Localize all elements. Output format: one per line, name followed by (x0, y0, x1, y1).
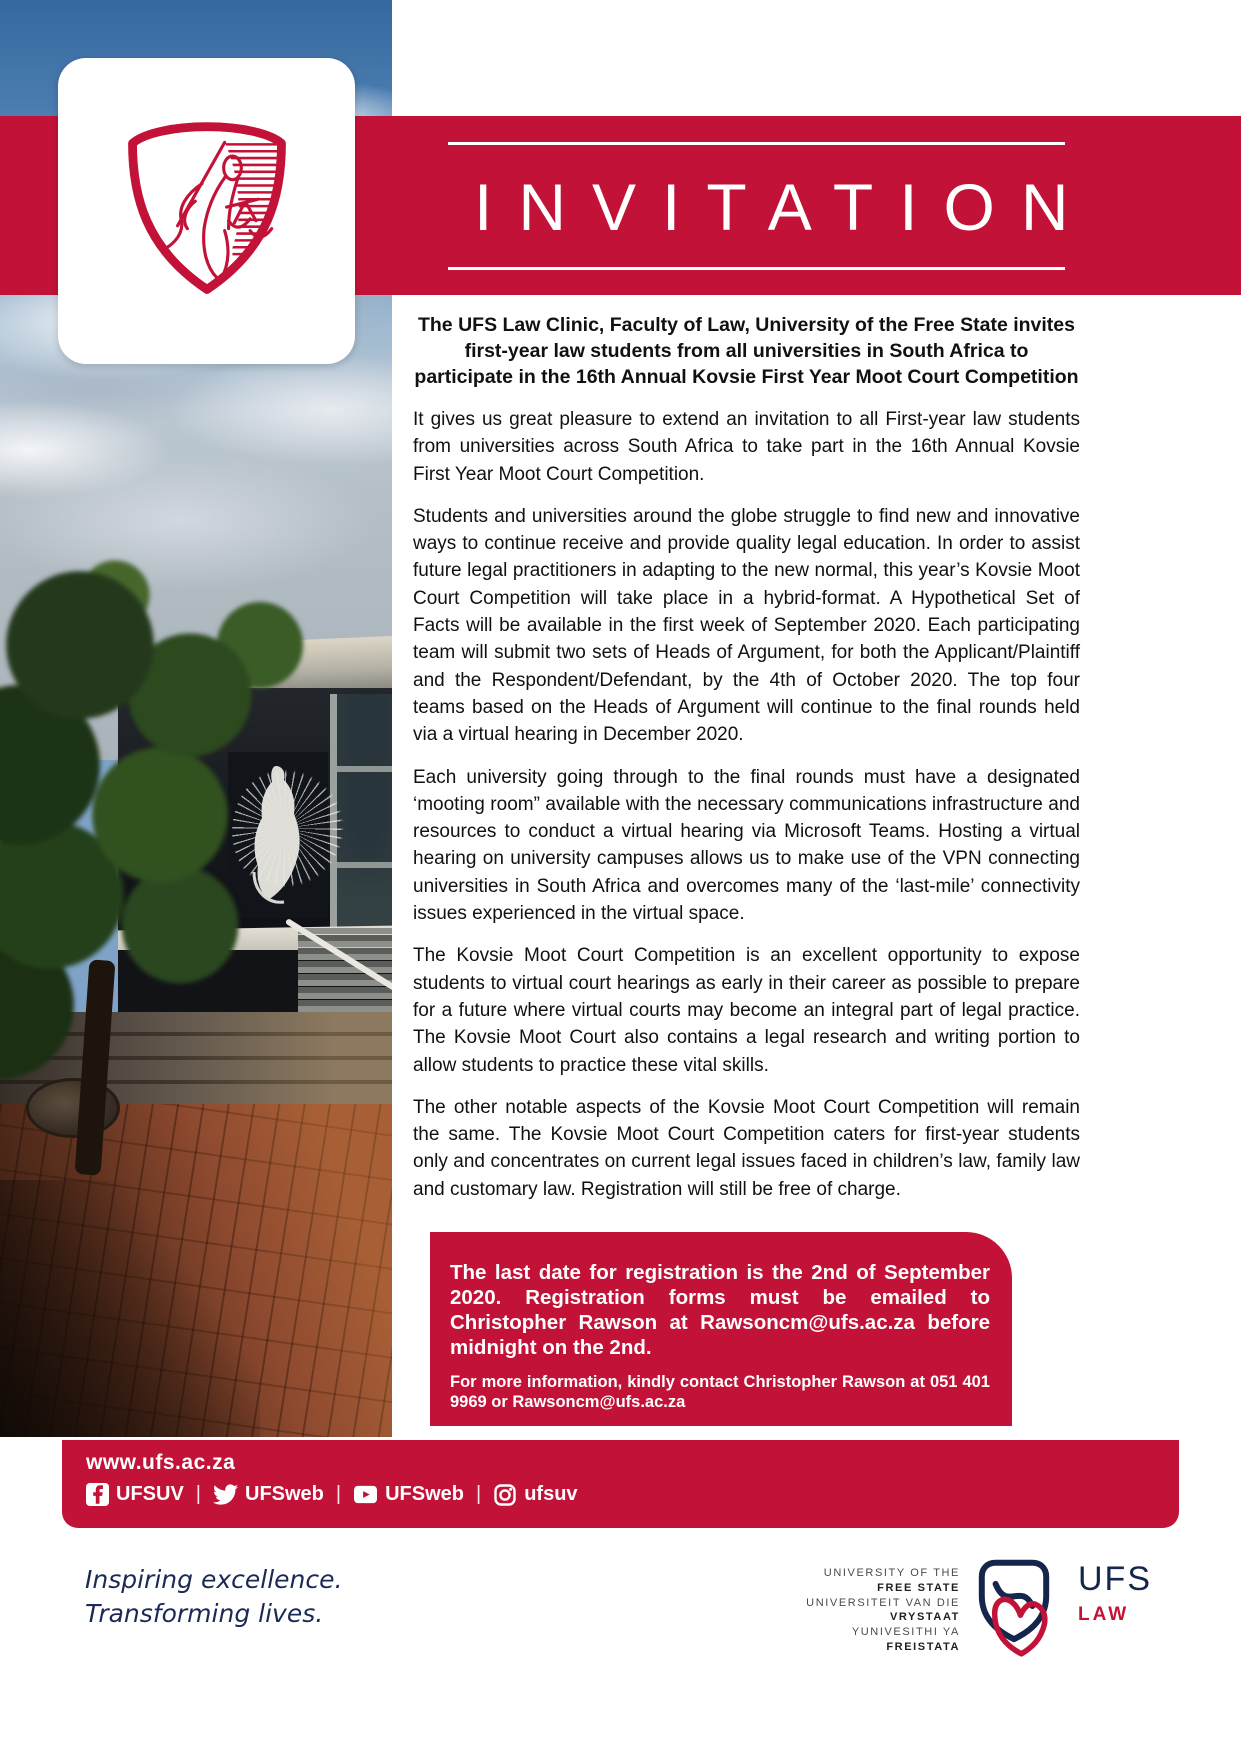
ufs-brand-text: UFS (1078, 1560, 1152, 1598)
instagram-link[interactable] (493, 1483, 577, 1507)
twitter-icon (213, 1482, 238, 1507)
facebook-icon (86, 1483, 109, 1506)
instagram-handle: ufsuv (524, 1483, 578, 1505)
registration-deadline-text: The last date for registration is the 2nd of September 2020. Registration forms must be emailed to Christopher Rawson at Rawsoncm@ufs.ac.za before midnight on the 2nd. (450, 1261, 990, 1359)
twitter-handle: UFSweb (245, 1483, 324, 1505)
wordmark-line: FREISTATA (886, 1640, 960, 1653)
facebook-handle: UFSUV (116, 1483, 184, 1505)
wordmark-line: FREE STATE (877, 1581, 960, 1594)
website-link[interactable]: www.ufs.ac.za (86, 1451, 236, 1474)
university-wordmark (806, 1566, 960, 1655)
tree-shadow (0, 1180, 260, 1437)
heading: The UFS Law Clinic, Faculty of Law, University of the Free State invites first-year law students from all universities in South Africa to participate in the 16th Annual Kovsie First Year Moot Court Competition (414, 314, 1079, 388)
separator: | (335, 1483, 342, 1505)
youtube-icon (353, 1483, 378, 1506)
ufs-faculty-text: LAW (1078, 1604, 1130, 1625)
paragraph: It gives us great pleasure to extend an invitation to all First-year law students from universities across South Africa to take part in the 16th Annual Kovsie First Year Moot Court Competition. (413, 409, 1080, 485)
ufs-logo-icon (968, 1554, 1060, 1658)
wordmark-line: UNIVERSITEIT VAN DIE (806, 1596, 960, 1609)
social-media-row (86, 1482, 1179, 1507)
facebook-link[interactable] (86, 1483, 184, 1506)
body-content (413, 312, 1080, 1218)
registration-info-box (430, 1232, 1012, 1426)
paragraph: The Kovsie Moot Court Competition is an excellent opportunity to expose students to virtual court hearings as early in their career as possible to prepare for a future where virtual courts may become an integral part of legal practice. The Kovsie Moot Court also contains a legal research and writing portion to allow students to practice these vital skills. (413, 945, 1080, 1076)
slogan-line: Inspiring excellence. (85, 1565, 343, 1594)
tree-canopy (0, 535, 330, 1095)
footer-banner (62, 1440, 1179, 1528)
youtube-handle: UFSweb (385, 1483, 465, 1505)
paragraph: Each university going through to the final rounds must have a designated ‘mooting room” available with the necessary communications infrastructure and resources to conduct a virtual hearing via Microsoft Teams. Hosting a virtual hearing on university campuses allows us to make use of the VPN connecting universities in South Africa and overcomes many of the ‘last-mile’ connectivity issues experienced in the virtual space. (413, 766, 1080, 925)
instagram-icon (493, 1483, 517, 1507)
banner-top-rule (448, 142, 1065, 145)
paragraph: The other notable aspects of the Kovsie Moot Court Competition will remain the same. The Kovsie Moot Court Competition caters for first-year students only and concentrates on current legal issues faced in children’s law, family law and customary law. Registration will still be free of charge. (413, 1096, 1080, 1200)
contact-info-text: For more information, kindly contact Christopher Rawson at 051 401 9969 or Rawsoncm@ufs.ac.za (450, 1373, 990, 1411)
separator: | (476, 1483, 482, 1505)
wordmark-line: VRYSTAAT (889, 1611, 960, 1624)
separator: | (195, 1483, 201, 1505)
youtube-link[interactable] (353, 1483, 464, 1506)
university-slogan (85, 1563, 342, 1631)
law-clinic-logo-card (58, 58, 355, 364)
ufs-brand (1078, 1560, 1152, 1626)
banner-bottom-rule (448, 267, 1065, 270)
law-clinic-shield-icon (109, 113, 305, 309)
wordmark-line: UNIVERSITY OF THE (823, 1567, 960, 1579)
twitter-link[interactable] (213, 1482, 324, 1507)
invitation-title: INVITATION (474, 170, 1095, 244)
wordmark-line: YUNIVESITHI YA (851, 1626, 960, 1639)
slogan-line: Transforming lives. (85, 1599, 324, 1628)
paragraph: Students and universities around the globe struggle to find new and innovative ways to continue receive and provide quality legal education. In order to assist future legal practitioners in adapting to the new normal, this year’s Kovsie Moot Court Competition will take place in a hybrid-format. A Hypothetical Set of Facts will be available in the first week of September 2020. Each participating team will submit two sets of Heads of Argument, for both the Applicant/Plaintiff and the Respondent/Defendant, by the 4th of October 2020. The top four teams based on the Heads of Argument will continue to the final rounds held via a virtual hearing in December 2020. (413, 505, 1080, 746)
